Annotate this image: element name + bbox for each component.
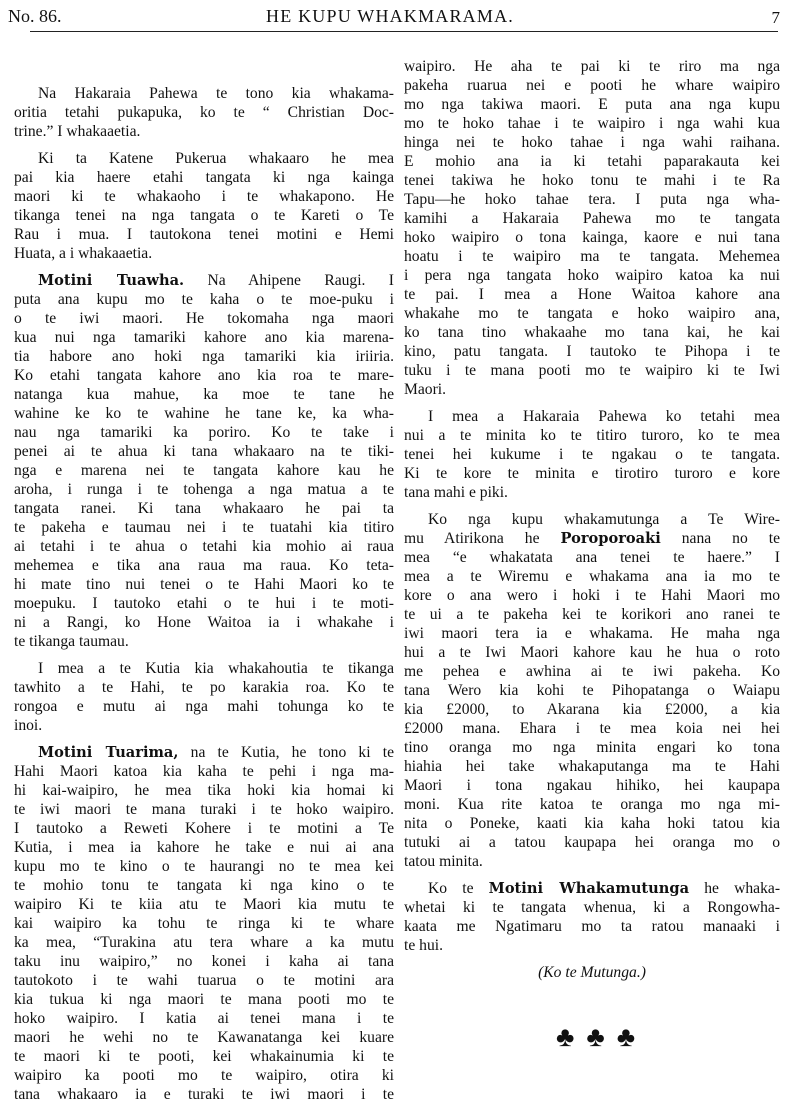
text-line: [404, 483, 780, 502]
shamrock-icon: ♣♣♣: [556, 1022, 648, 1053]
text-line: [404, 266, 780, 285]
text-line: [404, 681, 780, 700]
text-line: [404, 719, 780, 738]
text-line: [14, 716, 394, 735]
text-line: [404, 285, 780, 304]
text-run: iwi maori tera ia e whakama. He maha nga: [404, 625, 780, 642]
text-line: [404, 464, 780, 483]
text-line: [404, 361, 780, 380]
text-line: [14, 1009, 394, 1028]
text-run: Tapu—he hoko tahae tera. I puta nga wha-: [404, 191, 780, 208]
text-run: tino oranga mo nga minita engari ko tona: [404, 739, 780, 756]
text-run: nga e marena nei te tangata kahore kau he: [14, 462, 394, 479]
text-line: [14, 385, 394, 404]
text-run: te iwi maori te mana turaki i te hoko waipiro.: [14, 801, 394, 818]
text-line: [14, 480, 394, 499]
text-line: [404, 776, 780, 795]
text-line: [14, 838, 394, 857]
text-run: maori he wehi no te Kawanatanga kei kuare: [14, 1029, 394, 1046]
text-run: whakahe mo te tangata e hoko waipiro ana,: [404, 305, 780, 322]
text-run: mo nga takiwa maori. E puta ana nga kupu: [404, 96, 780, 113]
text-run: te tikanga taumau.: [14, 633, 129, 650]
text-line: [14, 187, 394, 206]
text-run: tana mahi e piki.: [404, 484, 508, 501]
text-line: [404, 814, 780, 833]
text-run: tautokoto i te wahi tuarua o te motini ara: [14, 972, 394, 989]
text-line: [14, 499, 394, 518]
text-line: [14, 206, 394, 225]
text-line: [404, 963, 780, 982]
text-line: [14, 1047, 394, 1066]
text-line: [404, 586, 780, 605]
text-line: [404, 445, 780, 464]
text-line: [404, 380, 780, 399]
text-run: nita o Poneke, kaati kia kaha hoki tatou kia: [404, 815, 780, 832]
text-line: [404, 426, 780, 445]
text-line: [14, 743, 394, 762]
bold-heading: Motini Tuawha.: [38, 272, 185, 289]
text-line: [14, 697, 394, 716]
text-line: [14, 762, 394, 781]
text-line: [404, 304, 780, 323]
text-line: [14, 103, 394, 122]
text-run: nana no te: [660, 530, 780, 547]
text-line: [404, 795, 780, 814]
text-line: [404, 152, 780, 171]
text-run: tuku i te mana pooti mo te waipiro ki te Iwi: [404, 362, 780, 379]
text-line: [14, 366, 394, 385]
text-run: Maori.: [404, 381, 447, 398]
text-run: Huata, a i whakaaetia.: [14, 245, 153, 262]
text-line: [14, 271, 394, 290]
text-line: [404, 95, 780, 114]
text-run: Rau i mua. I tautokona tenei motini e Hemi: [14, 226, 394, 243]
text-run: tia habore ano hoki nga tamariki kia iriiria.: [14, 348, 394, 365]
text-run: tutuki ai a tatou kaupapa hei oranga mo o: [404, 834, 780, 851]
text-run: wahine ke ko te wahine he tane ke, ka wha-: [14, 405, 394, 422]
bold-heading: Motini Whakamutunga: [488, 880, 690, 897]
text-run: tenei takiwa he hoko tonu te mahi i te Ra: [404, 172, 780, 189]
text-line: [404, 133, 780, 152]
text-run: kore o ana wero i hoki i te Hahi Maori mo: [404, 587, 780, 604]
text-line: [14, 819, 394, 838]
text-line: [14, 594, 394, 613]
text-run: Hahi Maori katoa kia kaha te pehi i nga ma-: [14, 763, 394, 780]
text-run: waipiro ka pooti mo te waipiro, otira ki: [14, 1067, 394, 1084]
text-run: ko tana tino whakaahe mo tana kai, he kai: [404, 324, 780, 341]
text-line: [14, 895, 394, 914]
text-run: oritia tetahi pukapuka, ko te “ Christian Doc-: [14, 104, 394, 121]
text-line: [14, 1066, 394, 1085]
text-line: [404, 510, 780, 529]
text-line: [14, 556, 394, 575]
paragraph: [14, 743, 394, 1104]
text-run: o te iwi maori. He tokomaha nga maori: [14, 310, 394, 327]
text-run: te hui.: [404, 937, 443, 954]
text-run: aroha, i runga i te tohenga a nga matua a te: [14, 481, 394, 498]
paragraph: [14, 271, 394, 651]
text-line: [404, 624, 780, 643]
text-run: tenei hei kukume i te ngakau o te tangata.: [404, 446, 780, 463]
text-run: waipiro. He aha te pai ki te riro ma nga: [404, 58, 780, 75]
text-run: kamihi a Hakaraia Pahewa mo te tangata: [404, 210, 780, 227]
text-run: kino, patu tangata. I tautoko te Pihopa i te: [404, 343, 780, 360]
text-line: [14, 168, 394, 187]
text-line: [14, 461, 394, 480]
bold-heading: Motini Tuarima,: [38, 744, 179, 761]
text-line: [14, 933, 394, 952]
text-line: [14, 1085, 394, 1104]
text-line: [14, 537, 394, 556]
text-run: kai waipiro ka tohu te ringa ki te whare: [14, 915, 394, 932]
paragraph: [14, 659, 394, 735]
text-run: na te Kutia, he tono ki te: [178, 744, 394, 761]
text-line: [14, 876, 394, 895]
text-line: [404, 643, 780, 662]
text-line: [404, 898, 780, 917]
text-line: [14, 84, 394, 103]
text-run: whetai ki te tangata whenua, ki a Rongowha-: [404, 899, 780, 916]
text-run: pai kia haere etahi tangata ki nga kainga: [14, 169, 394, 186]
text-run: maori ki te whakaoho i te whakapono. He: [14, 188, 394, 205]
text-run: hoko waipiro. I katia ai tenei mana i te: [14, 1010, 394, 1027]
text-run: ka mea, “Turakina atu tera whare a ka mutu: [14, 934, 394, 951]
paragraph: [14, 149, 394, 263]
text-line: [404, 757, 780, 776]
text-line: [404, 567, 780, 586]
text-line: [14, 659, 394, 678]
text-line: [14, 244, 394, 263]
text-run: tawhito a te Hahi, te po karakia roa. Ko te: [14, 679, 394, 696]
text-run: mu Atirikona he: [404, 530, 561, 547]
text-run: tana Wero kia kohi te Pihopatanga o Waiapu: [404, 682, 780, 699]
text-line: [14, 149, 394, 168]
text-line: [14, 122, 394, 141]
text-run: hi kai-waipiro, he mea tika hoki kia homai ki: [14, 782, 394, 799]
text-line: [14, 225, 394, 244]
text-run: te maori ki te pooti, kei whakainumia ki te: [14, 1048, 394, 1065]
text-run: Ko te: [428, 880, 489, 897]
text-line: [14, 442, 394, 461]
text-run: nui a te minita ko te titiro turoro, ko te mea: [404, 427, 780, 444]
text-run: ai tetahi i te ahua o tetahi kia mohio ai raua: [14, 538, 394, 555]
text-line: [404, 57, 780, 76]
text-line: [14, 800, 394, 819]
text-run: hoko waipiro o tona kainga, kaore e nui tana: [404, 229, 780, 246]
text-run: i pera nga tangata hoko waipiro katoa ka nui: [404, 267, 780, 284]
page-header: [8, 4, 780, 28]
text-line: [404, 342, 780, 361]
text-run: I tautoko a Reweti Kohere i te motini a Te: [14, 820, 394, 837]
text-run: kia tukua ki nga maori te mana pooti mo te: [14, 991, 394, 1008]
text-run: I mea a Hakaraia Pahewa ko tetahi mea: [428, 408, 780, 425]
text-run: me pehea e awhina ai te iwi pakeha. Ko: [404, 663, 780, 680]
text-line: [14, 404, 394, 423]
text-run: I mea a te Kutia kia whakahoutia te tikanga: [38, 660, 394, 677]
text-line: [404, 936, 780, 955]
text-line: [14, 1028, 394, 1047]
text-run: hoatu i te waipiro ma te tangata. Mehemea: [404, 248, 780, 265]
text-line: [14, 952, 394, 971]
text-line: [14, 990, 394, 1009]
left-column: [14, 84, 394, 1112]
text-run: mehemea e tika ana raua ma raua. Ko teta-: [14, 557, 394, 574]
text-run: moni. Kua rite katoa te oranga mo nga mi-: [404, 796, 780, 813]
text-line: [404, 605, 780, 624]
text-run: Na Hakaraia Pahewa te tono kia whakama-: [38, 85, 394, 102]
text-run: te pakeha e taumau nei i te tuatahi kia titiro: [14, 519, 394, 536]
text-run: £2000 mana. Ehara i te mea koia nei hei: [404, 720, 780, 737]
text-line: [14, 914, 394, 933]
text-line: [404, 247, 780, 266]
text-run: Ko nga kupu whakamutunga a Te Wire-: [428, 511, 780, 528]
text-run: puta ana kupu mo te kaha o te moe-puku i: [14, 291, 394, 308]
text-line: [404, 529, 780, 548]
text-run: kia £2000, to Akarana kia £2000, a kia: [404, 701, 780, 718]
text-line: [14, 613, 394, 632]
text-run: tangata ranei. Ki tana whakaaro he pai ta: [14, 500, 394, 517]
text-line: [14, 781, 394, 800]
text-line: [404, 76, 780, 95]
paragraph: [404, 510, 780, 871]
text-line: [14, 575, 394, 594]
text-run: Ko etahi tangata kahore ano kia roa te mare-: [14, 367, 394, 384]
text-run: natanga kua mahue, ka moe te tane he: [14, 386, 394, 403]
text-line: [404, 114, 780, 133]
text-run: ni a Rangi, ko Hone Waitoa ia i whakahe i: [14, 614, 394, 631]
text-run: mo te hoko tahae i te waipiro i nga wahi kua: [404, 115, 780, 132]
text-run: hinga nei te hoko tahae i nga wahi raihana.: [404, 134, 780, 151]
text-run: he whaka-: [689, 880, 780, 897]
text-run: hi mate tino nui tenei o te Hahi Maori ko te: [14, 576, 394, 593]
text-run: te mohio tonu te tangata ki nga kino o te: [14, 877, 394, 894]
paragraph: [404, 963, 780, 982]
text-run: hiahia hei take whakaputanga ma te Hahi: [404, 758, 780, 775]
text-line: [404, 833, 780, 852]
text-run: hui a te Iwi Maori kahore kau he hua o roto: [404, 644, 780, 661]
paragraph: [404, 57, 780, 399]
text-run: mea “e whakatata ana tenei te haere.” I: [404, 549, 780, 566]
text-run: mea a te Wiremu e whakama ana ia mo te: [404, 568, 780, 585]
text-run: te ui a te pakeha kei te korikori ano ranei te: [404, 606, 780, 623]
right-column: [404, 57, 780, 990]
text-line: [404, 190, 780, 209]
text-run: kupu mo te kino o te haurangi no te mea kei: [14, 858, 394, 875]
text-run: penei ai te ahua ki tana whakaaro na te tiki-: [14, 443, 394, 460]
bold-heading: Poroporoaki: [560, 530, 661, 547]
text-line: [14, 347, 394, 366]
text-run: Kutia, i mea ia kahore he take e nui ai ana: [14, 839, 394, 856]
text-line: [404, 662, 780, 681]
text-line: [404, 548, 780, 567]
text-line: [404, 171, 780, 190]
text-run: kaata me Ngatimaru mo ta ratou manaaki i: [404, 918, 780, 935]
text-run: taku inu waipiro,” no konei i kaha ai tana: [14, 953, 394, 970]
text-run: rongoa e mutu ai nga mahi tohunga ko te: [14, 698, 394, 715]
text-run: trine.” I whakaaetia.: [14, 123, 141, 140]
page-number: 7: [771, 8, 780, 27]
paragraph: [404, 407, 780, 502]
text-run: E mohio ana ia ki tetahi paparakauta kei: [404, 153, 780, 170]
text-line: [404, 917, 780, 936]
text-run: moepuku. I tautoko etahi o te hui i te moti-: [14, 595, 394, 612]
text-line: [14, 328, 394, 347]
text-line: [404, 879, 780, 898]
paragraph: [404, 879, 780, 955]
text-run: Na Ahipene Raugi. I: [184, 272, 394, 289]
text-line: [14, 971, 394, 990]
text-run: tikanga tenei na nga tangata o te Kareti o Te: [14, 207, 394, 224]
text-line: [404, 407, 780, 426]
text-run: Ki te kore te minita e tirotiro turoro e kore: [404, 465, 780, 482]
publication-title: HE KUPU WHAKMARAMA.: [266, 6, 514, 26]
text-line: [14, 632, 394, 651]
issue-number: No. 86.: [8, 6, 62, 26]
text-run: tana whakaaro ia e turaki te iwi maori i te: [14, 1086, 394, 1103]
text-line: [404, 323, 780, 342]
header-rule: [30, 31, 778, 32]
text-line: [404, 228, 780, 247]
text-run: inoi.: [14, 717, 43, 734]
text-run: te pai. I mea a Hone Waitoa kahore ana: [404, 286, 780, 303]
text-run: waipiro Ki te kiia atu te Maori kia mutu te: [14, 896, 394, 913]
text-line: [14, 678, 394, 697]
text-line: [14, 857, 394, 876]
text-line: [14, 309, 394, 328]
text-run: (Ko te Mutunga.): [538, 964, 646, 981]
text-line: [404, 209, 780, 228]
text-line: [14, 290, 394, 309]
text-run: pakeha ruarua nei e pooti he whare waipiro: [404, 77, 780, 94]
text-run: nau nga tamariki ka poriro. Ko te take i: [14, 424, 394, 441]
text-run: kua nui nga tamariki kahore ano kia marena-: [14, 329, 394, 346]
text-line: [14, 518, 394, 537]
paragraph: [14, 84, 394, 141]
text-line: [404, 700, 780, 719]
text-line: [14, 423, 394, 442]
text-line: [404, 852, 780, 871]
text-run: tatou minita.: [404, 853, 483, 870]
text-line: [404, 738, 780, 757]
text-run: Ki ta Katene Pukerua whakaaro he mea: [38, 150, 394, 167]
text-run: Maori i tona ngakau hihiko, hei kaupapa: [404, 777, 780, 794]
